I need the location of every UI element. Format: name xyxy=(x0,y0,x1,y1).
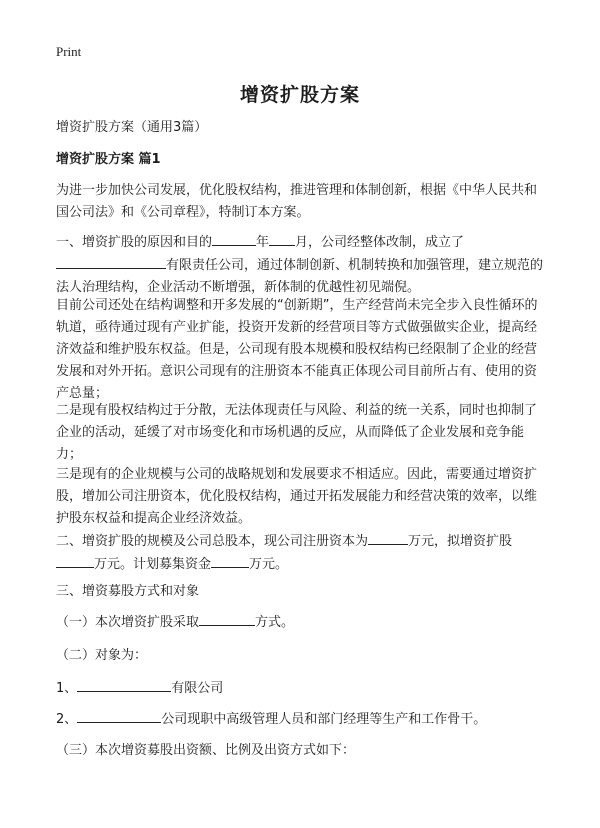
month-blank xyxy=(269,231,295,246)
s2-text-d: 万元。 xyxy=(249,557,289,572)
s3-1-text-a: （一）本次增资扩股采取 xyxy=(56,615,200,630)
increase-amount-blank xyxy=(56,553,94,568)
s2-text-c: 万元。计划募集资金 xyxy=(94,557,212,572)
item1-text: 有限公司 xyxy=(171,681,224,696)
s2-text-a: 二、增资扩股的规模及公司总股本，现公司注册资本为 xyxy=(56,534,369,549)
item2-blank xyxy=(77,708,161,723)
registered-capital-blank xyxy=(368,530,408,545)
item2-number: 2、 xyxy=(56,712,78,727)
reason-paragraph-3: 三是现有的企业规模与公司的战略规划和发展要求不相适应。因此，需要通过增资扩股，增加公司注册资本，优化股权结构，通过开拓发展能力和经营决策的效率，以维护股东权益和提高企业经济效益。 xyxy=(56,467,538,526)
reason-paragraph-1: 目前公司还处在结构调整和开多发展的“创新期”，生产经营尚未完全步入良性循环的轨道，亟待通过现有产业扩能，投资开发新的经营项目等方式做强做实企业，提高经济效益和维护股东权益。但是，公司现有股本规模和股权结构已经限制了企业的经营发展和对外开拓。意识公司现有的注册资本不能真正体现公司目前所占有、使用的资产总量； xyxy=(56,298,538,401)
year-blank xyxy=(212,231,256,246)
company-name-blank xyxy=(56,254,166,269)
print-link[interactable]: Print xyxy=(56,44,82,59)
s1-text-d: 有限责任公司，通过体制创新、机制转换和加强管理，建立规范的法人治理结构，企业活动不断增强，新体制的优越性初见端倪。 xyxy=(56,258,544,295)
document-subtitle: 增资扩股方案（通用3篇） xyxy=(56,120,208,135)
s3-1-text-b: 方式。 xyxy=(255,615,295,630)
item1-blank xyxy=(77,677,171,692)
intro-paragraph: 为进一步加快公司发展，优化股权结构，推进管理和体制创新，根据《中华人民共和国公司法》和《公司章程》，特制订本方案。 xyxy=(56,183,538,220)
item2-text: 公司现职中高级管理人员和部门经理等生产和工作骨干。 xyxy=(161,712,487,727)
section-heading: 增资扩股方案 篇1 xyxy=(56,152,161,167)
target-item-1 xyxy=(56,677,548,700)
s1-text-b: 年 xyxy=(256,235,270,250)
s1-text-a: 一、增资扩股的原因和目的 xyxy=(56,235,213,250)
reason-paragraph-2: 二是现有股权结构过于分散，无法体现责任与风险、利益的统一关系，同时也抑制了企业的活动，延缓了对市场变化和市场机遇的反应，从而降低了企业发展和竞争能力； xyxy=(56,403,538,462)
scale-paragraph xyxy=(56,530,548,576)
reason-purpose-paragraph xyxy=(56,231,548,299)
s1-text-c: 月，公司经整体改制，成立了 xyxy=(295,235,465,250)
target-heading: （二）对象为： xyxy=(56,648,148,663)
method-heading: 三、增资募股方式和对象 xyxy=(56,584,200,599)
item1-number: 1、 xyxy=(56,681,78,696)
contribution-heading: （三）本次增资募股出资额、比例及出资方式如下： xyxy=(56,743,356,758)
s2-text-b: 万元，拟增资扩股 xyxy=(408,534,513,549)
method-blank xyxy=(199,611,255,626)
fund-amount-blank xyxy=(211,553,249,568)
method-line xyxy=(56,611,548,634)
target-item-2 xyxy=(56,708,548,731)
page-title: 增资扩股方案 xyxy=(239,84,360,106)
